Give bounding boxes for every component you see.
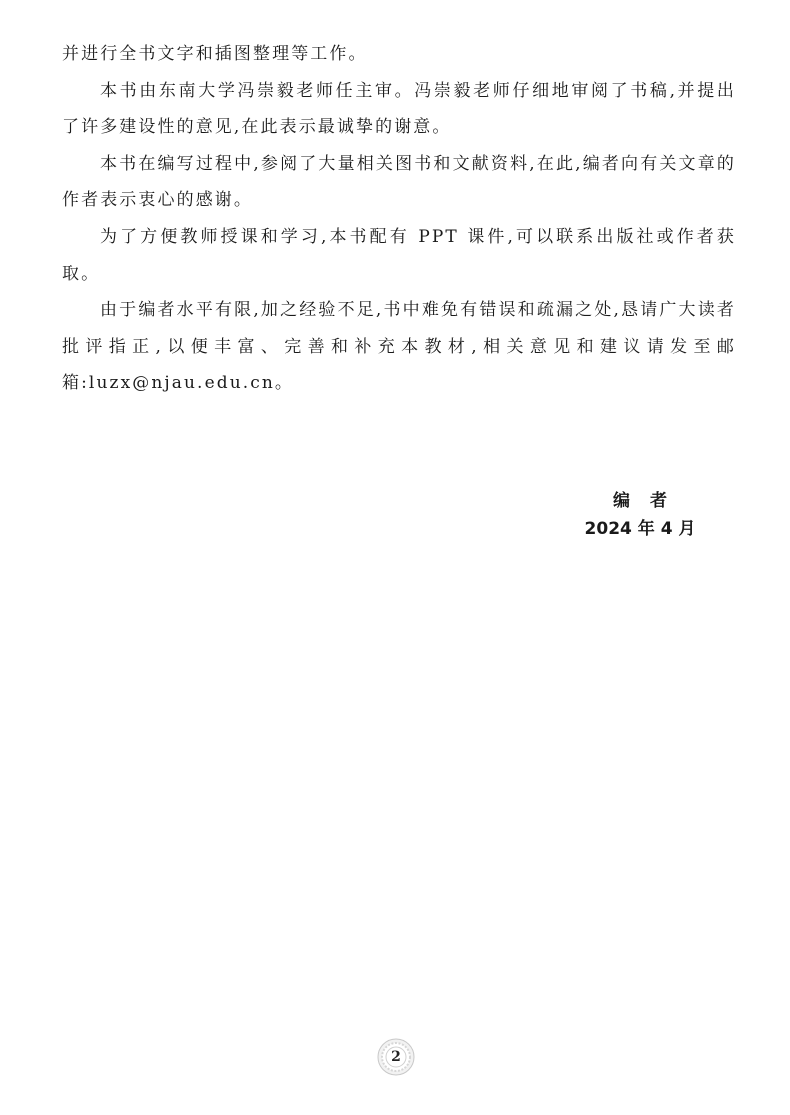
signature-date: 2024 年 4 月 <box>584 519 696 539</box>
page-number-badge <box>377 1038 415 1076</box>
paragraph-references-thanks: 本书在编写过程中,参阅了大量相关图书和文献资料,在此,编者向有关文章的作者表示衷心的感谢。 <box>62 153 736 211</box>
paragraph-feedback-request: 由于编者水平有限,加之经验不足,书中难免有错误和疏漏之处,恳请广大读者批评指正,以便丰富、完善和补充本教材,相关意见和建议请发至邮箱:luzx@njau.edu.cn。 <box>62 300 736 394</box>
page-number: 2 <box>391 1049 401 1065</box>
preface-body <box>62 36 736 402</box>
paragraph-ppt-courseware: 为了方便教师授课和学习,本书配有 PPT 课件,可以联系出版社或作者获取。 <box>62 226 736 284</box>
signature-author: 编者 <box>613 491 687 511</box>
signature-block <box>560 487 720 543</box>
paragraph-continuation: 并进行全书文字和插图整理等工作。 <box>62 44 368 64</box>
paragraph-reviewer-thanks: 本书由东南大学冯崇毅老师任主审。冯崇毅老师仔细地审阅了书稿,并提出了许多建设性的意见,在此表示最诚挚的谢意。 <box>62 80 736 138</box>
